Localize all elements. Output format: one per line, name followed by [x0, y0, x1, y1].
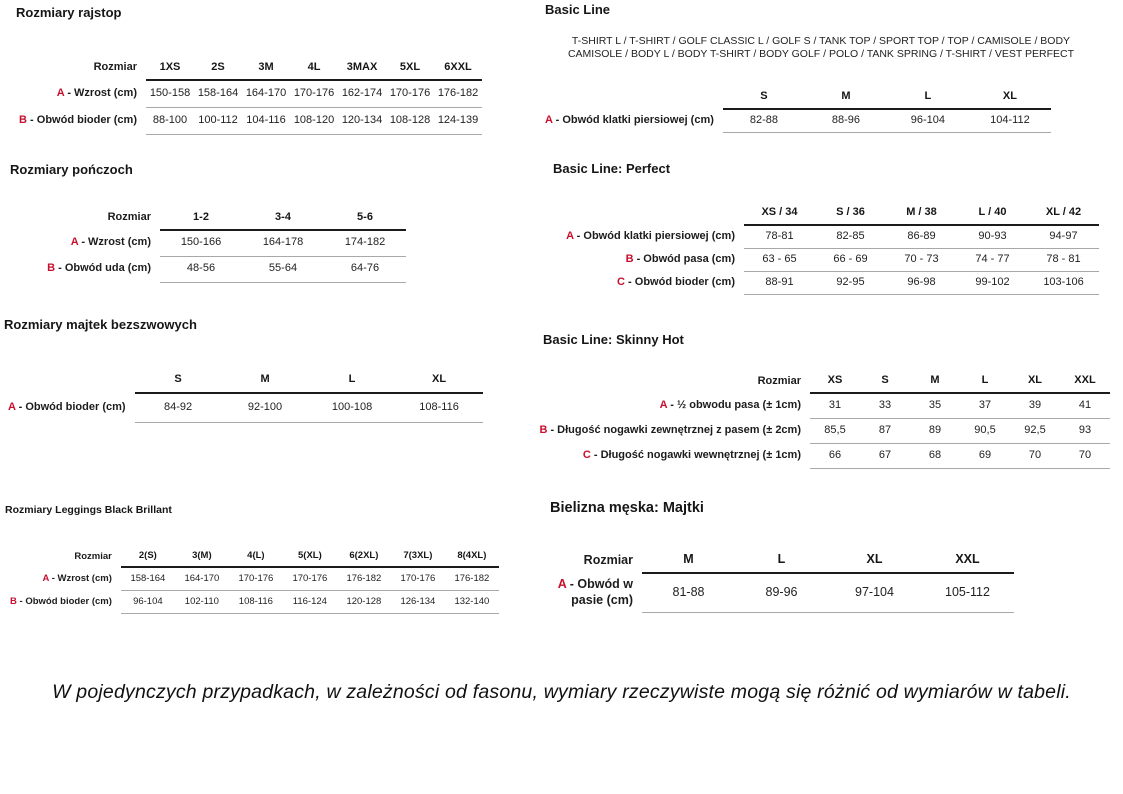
- row-label: [538, 443, 810, 468]
- column-header: 2(S): [121, 546, 175, 567]
- size-value: 108-116: [229, 590, 283, 613]
- column-header: L / 40: [957, 202, 1028, 225]
- size-table: [545, 85, 1051, 133]
- row-label-text: - Obwód bioder (cm): [27, 113, 137, 126]
- corner-label: Rozmiar: [74, 550, 112, 562]
- corner-label: Rozmiar: [107, 211, 151, 224]
- size-value: 150-166: [180, 236, 222, 249]
- column-header: XL: [828, 548, 921, 573]
- size-value: 108-128: [386, 107, 434, 134]
- row-label-text: - Wzrost (cm): [64, 86, 137, 99]
- size-table: [552, 548, 1014, 613]
- row-letter: B: [625, 252, 634, 265]
- size-value: 67: [860, 443, 910, 468]
- column-header: XXL: [1060, 370, 1110, 393]
- size-value: 92-100: [222, 393, 309, 422]
- size-value: 104-112: [969, 109, 1051, 132]
- section-title-basic-line: Basic Line: [545, 2, 611, 17]
- row-label-text: - Wzrost (cm): [78, 236, 151, 249]
- size-value: 68: [910, 443, 960, 468]
- column-header: S / 36: [815, 202, 886, 225]
- row-label: [8, 393, 135, 422]
- size-value: 94-97: [1049, 229, 1078, 242]
- size-value: 170-176: [238, 572, 274, 584]
- column-header: XL / 42: [1028, 202, 1099, 225]
- size-value: 31: [828, 398, 842, 411]
- size-value: 108-116: [396, 393, 483, 422]
- column-header: XS: [810, 370, 860, 393]
- row-label-text: - Obwód bioder (cm): [625, 275, 735, 288]
- row-label: [30, 256, 160, 282]
- column-header: 6(2XL): [337, 546, 391, 567]
- size-value: 170-176: [292, 572, 328, 584]
- column-header: S: [860, 370, 910, 393]
- size-value: 100-108: [309, 393, 396, 422]
- row-label-text: - Wzrost (cm): [49, 572, 112, 584]
- size-value: 104-116: [242, 107, 290, 134]
- table-majtek-bezszwowych: [8, 368, 483, 423]
- table-leggings: [10, 546, 499, 614]
- size-value: 33: [878, 398, 892, 411]
- size-value: 93: [1060, 418, 1110, 443]
- row-label-text: - ½ obwodu pasa (± 1cm): [667, 398, 801, 411]
- row-letter: C: [617, 275, 625, 288]
- size-value: 55-64: [242, 256, 324, 282]
- size-value: 96-98: [886, 271, 957, 294]
- size-value: 162-174: [341, 86, 383, 99]
- size-value: 120-134: [338, 107, 386, 134]
- column-header: L: [735, 548, 828, 573]
- row-letter: A: [42, 572, 50, 584]
- size-value: 108-120: [290, 107, 338, 134]
- row-label: [10, 590, 121, 613]
- size-value: 74 - 77: [957, 248, 1028, 271]
- size-value: 102-110: [175, 590, 229, 613]
- column-header: 1XS: [146, 56, 194, 80]
- footnote: W pojedynczych przypadkach, w zależności od fasonu, wymiary rzeczywiste mogą się różnić od wymiarów w tabeli.: [52, 681, 1071, 703]
- row-letter: C: [582, 448, 591, 461]
- section-title-bielizna-meska: Bielizna męska: Majtki: [550, 500, 704, 516]
- table-ponczoch: [30, 206, 406, 283]
- column-header: 5-6: [324, 206, 406, 230]
- column-header: M: [805, 85, 887, 109]
- row-label-text: - Obwód w pasie (cm): [566, 576, 633, 607]
- size-value: 88-100: [146, 107, 194, 134]
- column-header: L: [309, 368, 396, 393]
- size-value: 39: [1028, 398, 1042, 411]
- size-value: 124-139: [434, 107, 482, 134]
- size-value: 89-96: [735, 573, 828, 612]
- row-label-text: - Obwód klatki piersiowej (cm): [573, 229, 735, 242]
- size-value: 90-93: [978, 229, 1007, 242]
- size-value: 132-140: [445, 590, 499, 613]
- section-title-skinny-hot: Basic Line: Skinny Hot: [543, 332, 684, 347]
- table-basic-line: [545, 85, 1051, 133]
- size-value: 70: [1060, 443, 1110, 468]
- column-header: L: [887, 85, 969, 109]
- size-value: 64-76: [324, 256, 406, 282]
- row-label-text: - Obwód uda (cm): [55, 262, 151, 275]
- row-letter: B: [47, 262, 56, 275]
- column-header: 4(L): [229, 546, 283, 567]
- size-value: 97-104: [828, 573, 921, 612]
- column-header: XXL: [921, 548, 1014, 573]
- row-letter: A: [545, 113, 553, 126]
- size-value: 81-88: [642, 573, 735, 612]
- row-letter: A: [70, 236, 79, 249]
- size-value: 116-124: [283, 590, 337, 613]
- size-value: 158-164: [130, 572, 166, 584]
- row-label-text: - Długość nogawki zewnętrznej z pasem (± 2cm): [547, 423, 801, 436]
- column-header: XL: [1010, 370, 1060, 393]
- size-value: 66 - 69: [815, 248, 886, 271]
- corner-label: Rozmiar: [93, 61, 137, 74]
- row-letter: B: [10, 595, 17, 607]
- column-header: 8(4XL): [445, 546, 499, 567]
- row-letter: A: [566, 229, 574, 242]
- column-header: 4L: [290, 56, 338, 80]
- table-basic-line-perfect: [556, 202, 1099, 295]
- size-value: 126-134: [391, 590, 445, 613]
- size-value: 35: [928, 398, 942, 411]
- size-value: 86-89: [907, 229, 936, 242]
- size-table: [30, 206, 406, 283]
- size-value: 82-88: [723, 109, 805, 132]
- column-header: 5(XL): [283, 546, 337, 567]
- column-header: L: [960, 370, 1010, 393]
- row-label: [556, 248, 744, 271]
- column-header: 1-2: [160, 206, 242, 230]
- section-title-rajstop: Rozmiary rajstop: [16, 5, 122, 20]
- row-label: [545, 109, 723, 132]
- column-header: 6XXL: [434, 56, 482, 80]
- size-value: 85,5: [810, 418, 860, 443]
- size-value: 37: [978, 398, 992, 411]
- size-value: 69: [960, 443, 1010, 468]
- size-value: 63 - 65: [744, 248, 815, 271]
- row-letter: B: [539, 423, 548, 436]
- size-value: 87: [860, 418, 910, 443]
- column-header: S: [135, 368, 222, 393]
- size-value: 90,5: [960, 418, 1010, 443]
- corner-label: [8, 368, 135, 393]
- size-value: 150-158: [149, 86, 191, 99]
- row-label: [556, 271, 744, 294]
- size-value: 174-182: [344, 236, 386, 249]
- size-value: 158-164: [197, 86, 239, 99]
- size-value: 48-56: [160, 256, 242, 282]
- size-table: [10, 546, 499, 614]
- size-value: 164-178: [262, 236, 304, 249]
- size-value: 120-128: [337, 590, 391, 613]
- row-letter: A: [557, 576, 567, 591]
- size-value: 176-182: [454, 572, 490, 584]
- row-label: [10, 567, 121, 590]
- size-value: 88-91: [744, 271, 815, 294]
- size-value: 99-102: [957, 271, 1028, 294]
- corner-label: Rozmiar: [583, 552, 633, 567]
- column-header: XL: [969, 85, 1051, 109]
- row-label: [538, 418, 810, 443]
- size-value: 170-176: [389, 86, 431, 99]
- size-value: 176-182: [346, 572, 382, 584]
- row-letter: B: [19, 113, 27, 126]
- size-value: 176-182: [437, 86, 479, 99]
- table-bielizna-meska: [552, 548, 1014, 613]
- section-title-ponczoch: Rozmiary pończoch: [10, 162, 133, 177]
- column-header: 2S: [194, 56, 242, 80]
- column-header: 7(3XL): [391, 546, 445, 567]
- column-header: M: [222, 368, 309, 393]
- row-label: [538, 393, 810, 418]
- row-label: [13, 107, 146, 134]
- column-header: M: [910, 370, 960, 393]
- size-value: 89: [910, 418, 960, 443]
- column-header: XS / 34: [744, 202, 815, 225]
- size-table: [538, 370, 1110, 469]
- size-table: [556, 202, 1099, 295]
- column-header: 3MAX: [338, 56, 386, 80]
- column-header: XL: [396, 368, 483, 393]
- row-letter: A: [8, 400, 16, 413]
- size-value: 96-104: [121, 590, 175, 613]
- size-value: 70 - 73: [886, 248, 957, 271]
- size-value: 70: [1010, 443, 1060, 468]
- row-label-text: - Obwód bioder (cm): [15, 400, 126, 413]
- row-label-text: - Obwód bioder (cm): [16, 595, 112, 607]
- column-header: 3M: [242, 56, 290, 80]
- row-label: [30, 230, 160, 256]
- corner-label: [545, 85, 723, 109]
- size-value: 103-106: [1028, 271, 1099, 294]
- size-value: 170-176: [293, 86, 335, 99]
- row-label-text: - Obwód klatki piersiowej (cm): [552, 113, 714, 126]
- size-value: 41: [1078, 398, 1092, 411]
- size-value: 92,5: [1010, 418, 1060, 443]
- column-header: 3-4: [242, 206, 324, 230]
- size-value: 84-92: [135, 393, 222, 422]
- column-header: M / 38: [886, 202, 957, 225]
- section-title-majtek-bezszwowych: Rozmiary majtek bezszwowych: [4, 317, 197, 332]
- table-skinny-hot: [538, 370, 1110, 469]
- size-value: 82-85: [836, 229, 865, 242]
- column-header: M: [642, 548, 735, 573]
- row-label: [556, 225, 744, 248]
- size-value: 66: [810, 443, 860, 468]
- column-header: 5XL: [386, 56, 434, 80]
- size-value: 78 - 81: [1028, 248, 1099, 271]
- size-value: 164-170: [184, 572, 220, 584]
- column-header: 3(M): [175, 546, 229, 567]
- row-label: [13, 80, 146, 107]
- size-table: [8, 368, 483, 423]
- size-value: 92-95: [815, 271, 886, 294]
- basic-line-product-list: T-SHIRT L / T-SHIRT / GOLF CLASSIC L / GOLF S / TANK TOP / SPORT TOP / TOP / CAMISOLE / BODY CAMISOLE / BODY L / BODY T-SHIRT / BODY GOLF / POLO / TANK SPRING / T-SHIRT / VEST PERFECT: [567, 35, 1075, 60]
- size-value: 78-81: [765, 229, 794, 242]
- size-value: 164-170: [245, 86, 287, 99]
- size-value: 88-96: [805, 109, 887, 132]
- corner-label: Rozmiar: [757, 374, 801, 387]
- size-table: [13, 56, 482, 135]
- table-rajstop: [13, 56, 482, 135]
- row-label-text: - Długość nogawki wewnętrznej (± 1cm): [590, 448, 801, 461]
- column-header: S: [723, 85, 805, 109]
- size-value: 96-104: [887, 109, 969, 132]
- row-label: [552, 573, 642, 612]
- section-title-leggings: Rozmiary Leggings Black Brillant: [5, 504, 172, 516]
- section-title-basic-line-perfect: Basic Line: Perfect: [553, 161, 671, 176]
- size-value: 170-176: [400, 572, 436, 584]
- size-value: 105-112: [921, 573, 1014, 612]
- row-letter: A: [659, 398, 668, 411]
- row-label-text: - Obwód pasa (cm): [633, 252, 735, 265]
- size-value: 100-112: [194, 107, 242, 134]
- row-letter: A: [56, 86, 65, 99]
- corner-label: [556, 202, 744, 225]
